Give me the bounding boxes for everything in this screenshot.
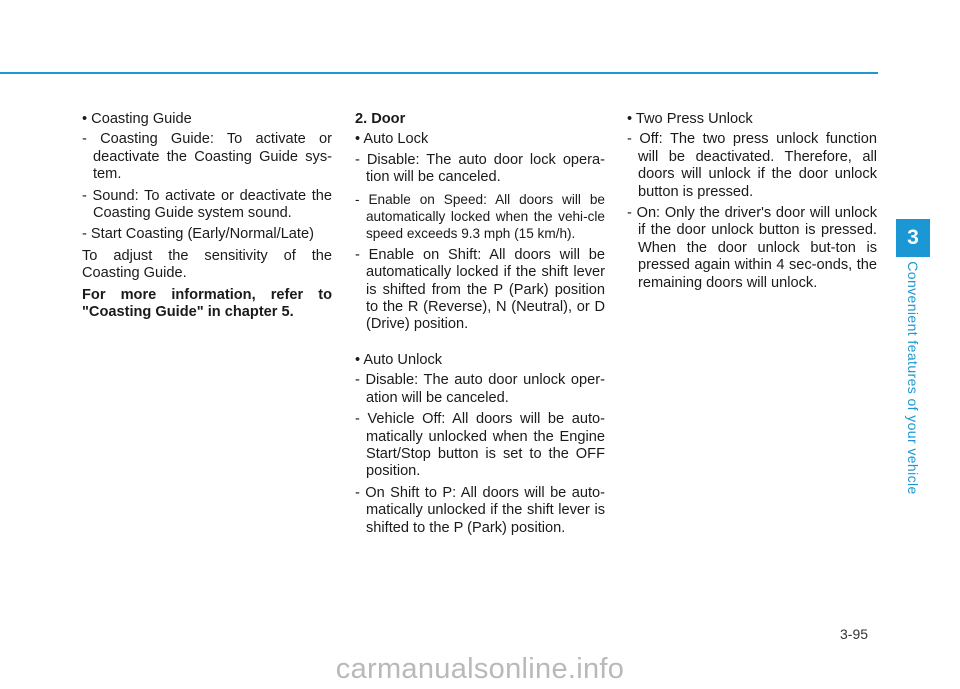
spacer bbox=[355, 338, 605, 352]
paragraph-adjust-sensitivity: To adjust the sensitivity of the Coasting Guide. bbox=[82, 247, 332, 282]
item-vehicle-off: - Vehicle Off: All doors will be auto-matically unlocked when the Engine Start/Stop button is set to the OFF position. bbox=[355, 411, 605, 480]
section-heading-door: 2. Door bbox=[355, 111, 406, 127]
column-two-press-unlock bbox=[627, 111, 877, 296]
item-enable-on-speed: - Enable on Speed: All doors will be automatically locked when the vehi-cle speed exceeds 9.3 mph (15 km/h). bbox=[355, 191, 605, 242]
item-enable-on-shift: - Enable on Shift: All doors will be automatically locked if the shift lever is shifted from the P (Park) position to the R (Reverse), N (Neutral), or D (Drive) position. bbox=[355, 246, 605, 333]
chapter-title-vertical: Convenient features of your vehicle bbox=[905, 261, 921, 495]
item-start-coasting: - Start Coasting (Early/Normal/Late) bbox=[82, 226, 314, 243]
item-two-press-on: - On: Only the driver's door will unlock if the door unlock button is pressed. When the door unlock but-ton is pressed again within 4 sec-onds, the remaining doors will unlock. bbox=[627, 205, 877, 291]
item-auto-unlock-disable: - Disable: The auto door unlock oper-ation will be canceled. bbox=[355, 372, 605, 406]
bullet-auto-lock: • Auto Lock bbox=[355, 131, 429, 148]
watermark-text: carmanualsonline.info bbox=[335, 653, 625, 685]
bullet-two-press-unlock: • Two Press Unlock bbox=[627, 111, 753, 127]
item-on-shift-to-p: - On Shift to P: All doors will be auto-matically unlocked if the shift lever is shifted to the P (Park) position. bbox=[355, 484, 605, 536]
bullet-coasting-guide: • Coasting Guide bbox=[82, 111, 192, 127]
bullet-auto-unlock: • Auto Unlock bbox=[355, 351, 443, 368]
page-number: 3-95 bbox=[840, 626, 869, 642]
item-two-press-off: - Off: The two press unlock function will be deactivated. Therefore, all doors will unlock if the door unlock button is pressed. bbox=[627, 131, 877, 200]
chapter-number-tab: 3 bbox=[896, 219, 930, 257]
item-auto-lock-disable: - Disable: The auto door lock opera-tion will be canceled. bbox=[355, 151, 605, 186]
column-coasting-guide bbox=[82, 111, 332, 325]
item-coasting-guide: - Coasting Guide: To activate or deactivate the Coasting Guide sys-tem. bbox=[82, 131, 332, 183]
item-sound: - Sound: To activate or deactivate the Coasting Guide system sound. bbox=[82, 187, 332, 222]
note-reference: For more information, refer to "Coasting Guide" in chapter 5. bbox=[82, 286, 332, 321]
column-door bbox=[355, 111, 605, 541]
header-rule bbox=[0, 72, 878, 74]
